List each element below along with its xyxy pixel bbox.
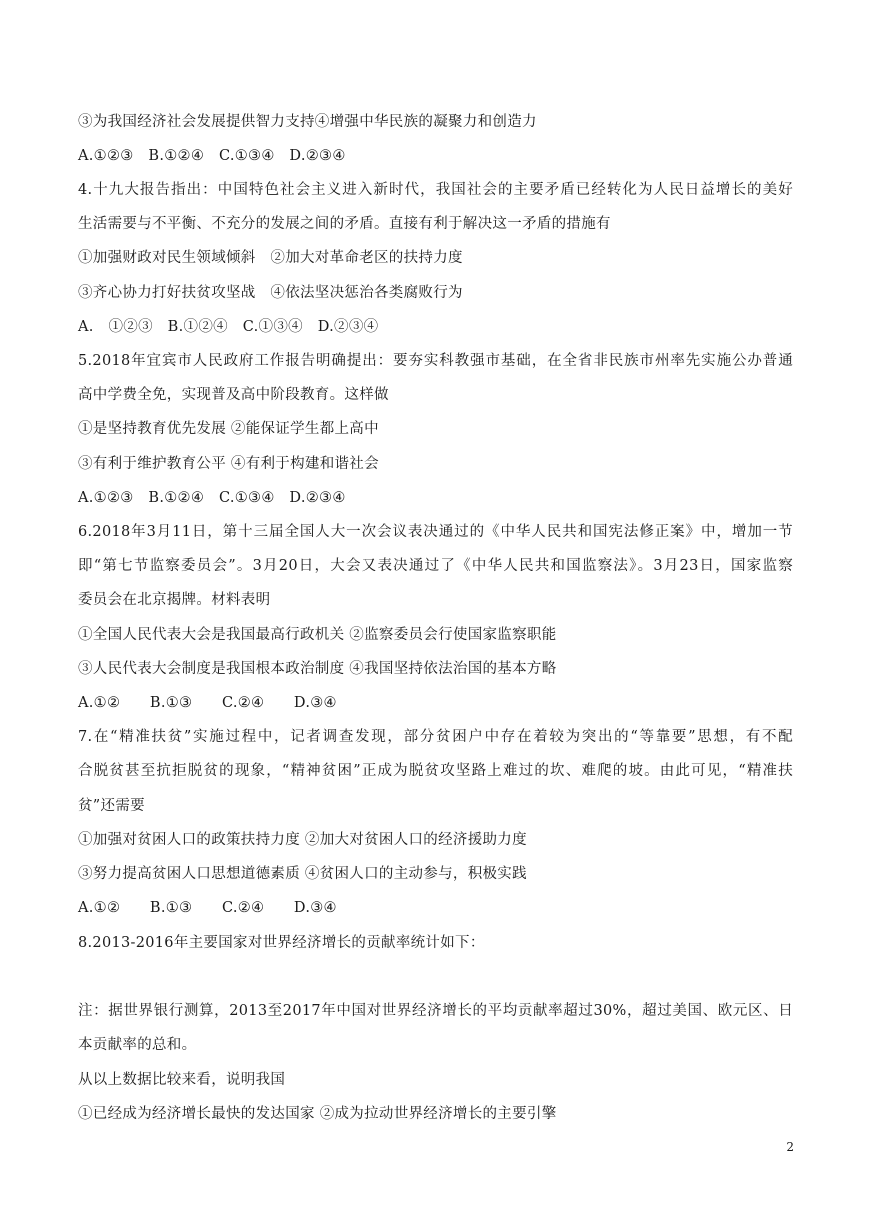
- q8-note-line-2: 本贡献率的总和。: [78, 1037, 197, 1053]
- q7-option-line-2: ③努力提高贫困人口思想道德素质 ④贫困人口的主动参与，积极实践: [78, 866, 527, 882]
- q5-answer-choices: A.①②③ B.①②④ C.①③④ D.②③④: [78, 490, 346, 506]
- q7-option-line-1: ①加强对贫困人口的政策扶持力度 ②加大对贫困人口的经济援助力度: [78, 832, 527, 848]
- q6-stem-line-2: 即“第七节监察委员会”。3月20日，大会又表决通过了《中华人民共和国监察法》。3月23日，国家监察: [78, 558, 793, 574]
- q8-option-line-1: ①已经成为经济增长最快的发达国家 ②成为拉动世界经济增长的主要引擎: [78, 1106, 557, 1122]
- q6-stem-line-1: 6.2018年3月11日，第十三届全国人大一次会议表决通过的《中华人民共和国宪法修正案》中，增加一节: [78, 524, 793, 540]
- q7-answer-choices: A.①② B.①③ C.②④ D.③④: [78, 900, 337, 916]
- q8-prompt: 从以上数据比较来看，说明我国: [78, 1072, 286, 1088]
- q4-stem-line-2: 生活需要与不平衡、不充分的发展之间的矛盾。直接有利于解决这一矛盾的措施有: [78, 216, 611, 232]
- q4-option-line-1: ①加强财政对民生领域倾斜 ②加大对革命老区的扶持力度: [78, 250, 463, 266]
- q6-option-line-2: ③人民代表大会制度是我国根本政治制度 ④我国坚持依法治国的基本方略: [78, 661, 557, 677]
- q6-answer-choices: A.①② B.①③ C.②④ D.③④: [78, 695, 337, 711]
- q6-option-line-1: ①全国人民代表大会是我国最高行政机关 ②监察委员会行使国家监察职能: [78, 627, 557, 643]
- q6-stem-line-3: 委员会在北京揭牌。材料表明: [78, 592, 271, 608]
- q4-answer-choices: A. ①②③ B.①②④ C.①③④ D.②③④: [78, 319, 379, 335]
- q8-note-line-1: 注：据世界银行测算，2013至2017年中国对世界经济增长的平均贡献率超过30%，超过美国、欧元区、日: [78, 1003, 793, 1019]
- q7-stem-line-3: 贫”还需要: [78, 798, 145, 814]
- q5-stem-line-2: 高中学费全免，实现普及高中阶段教育。这样做: [78, 387, 389, 403]
- q5-option-line-2: ③有利于维护教育公平 ④有利于构建和谐社会: [78, 456, 379, 472]
- q8-stem-line-1: 8.2013-2016年主要国家对世界经济增长的贡献率统计如下：: [78, 935, 485, 951]
- q7-stem-line-1: 7.在“精准扶贫”实施过程中，记者调查发现，部分贫困户中存在着较为突出的“等靠要”思想，有不配: [78, 729, 793, 745]
- q3-answer-choices: A.①②③ B.①②④ C.①③④ D.②③④: [78, 148, 346, 164]
- q4-option-line-2: ③齐心协力打好扶贫攻坚战 ④依法坚决惩治各类腐败行为: [78, 285, 463, 301]
- q5-stem-line-1: 5.2018年宜宾市人民政府工作报告明确提出：要夯实科教强市基础，在全省非民族市州率先实施公办普通: [78, 353, 793, 369]
- q5-option-line-1: ①是坚持教育优先发展 ②能保证学生都上高中: [78, 421, 379, 437]
- q3-option-line-2: ③为我国经济社会发展提供智力支持④增强中华民族的凝聚力和创造力: [78, 114, 537, 130]
- q7-stem-line-2: 合脱贫甚至抗拒脱贫的现象，“精神贫困”正成为脱贫攻坚路上难过的坎、难爬的坡。由此可见，“精准扶: [78, 763, 793, 779]
- q4-stem-line-1: 4.十九大报告指出：中国特色社会主义进入新时代，我国社会的主要矛盾已经转化为人民日益增长的美好: [78, 182, 793, 198]
- page-number: 2: [786, 1140, 794, 1154]
